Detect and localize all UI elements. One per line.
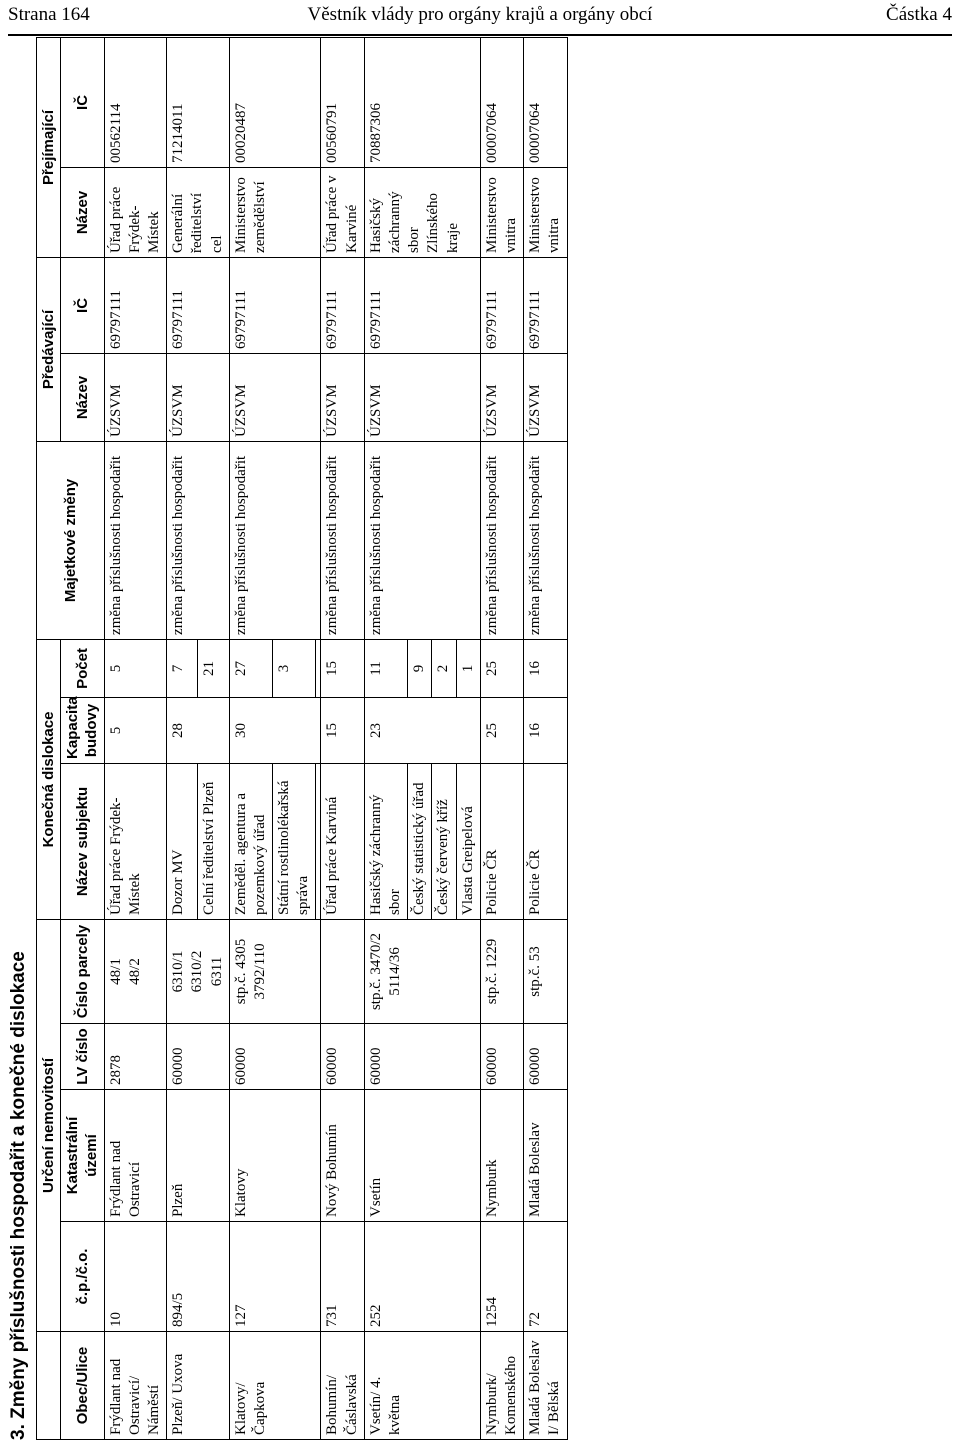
- group-predavajici-header: Předávající: [37, 257, 61, 441]
- table-row: [364, 37, 407, 1439]
- issue-number: Částka 4: [886, 4, 952, 25]
- cell-pocet: 21: [198, 639, 229, 697]
- group-konecna-header: Konečná dislokace: [37, 639, 61, 919]
- cell-pred-nazev: ÚZSVM: [480, 353, 523, 441]
- table-body: [104, 37, 567, 1439]
- cell-prej-ic: 00007064: [524, 37, 567, 167]
- cell-lv: 60000: [229, 1024, 321, 1090]
- col-subjekt-header: Název subjektu: [61, 763, 104, 919]
- page-number: Strana 164: [8, 4, 90, 25]
- cell-kapacita: 28: [167, 697, 230, 763]
- cell-obec: Vsetín/ 4. května: [364, 1332, 480, 1440]
- cell-prej-ic: 00562114: [104, 37, 167, 167]
- col-parcela-header: Číslo parcely: [61, 919, 104, 1023]
- cell-subjekt: Hasičský záchranný sbor: [364, 763, 407, 919]
- cell-pred-ic: 69797111: [229, 257, 321, 353]
- cell-subjekt: Vlasta Greipelová: [456, 763, 480, 919]
- cell-subjekt: Státní rostlinolékařská správa: [273, 763, 316, 919]
- cell-zmena: změna příslušnosti hospodařit: [524, 441, 567, 639]
- cell-zmena: změna příslušnosti hospodařit: [167, 441, 230, 639]
- cell-prej-ic: 00560791: [321, 37, 364, 167]
- cell-subjekt: Policie ČR: [480, 763, 523, 919]
- col-obec-header: Obec/Ulice: [61, 1332, 104, 1440]
- cell-pocet: 9: [408, 639, 432, 697]
- cell-pred-ic: 69797111: [167, 257, 230, 353]
- cell-zmena: změna příslušnosti hospodařit: [321, 441, 364, 639]
- cell-parcela: stp.č. 1229: [480, 919, 523, 1023]
- table-row: [167, 37, 198, 1439]
- cell-pocet: 11: [364, 639, 407, 697]
- rotated-content: [6, 38, 634, 1440]
- cell-pred-nazev: ÚZSVM: [229, 353, 321, 441]
- cell-lv: 60000: [480, 1024, 523, 1090]
- table-row: [480, 37, 523, 1439]
- cell-kapacita: 5: [104, 697, 167, 763]
- cell-cp: 127: [229, 1222, 321, 1332]
- cell-pocet: 5: [104, 639, 167, 697]
- cell-katastralni: Nový Bohumín: [321, 1090, 364, 1222]
- cell-cp: 894/5: [167, 1222, 230, 1332]
- cell-zmena: změna příslušnosti hospodařit: [364, 441, 480, 639]
- cell-kapacita: 16: [524, 697, 567, 763]
- cell-katastralni: Vsetín: [364, 1090, 480, 1222]
- cell-subjekt: Celní ředitelství Plzeň: [198, 763, 229, 919]
- cell-kapacita: 23: [364, 697, 480, 763]
- cell-subjekt: Český červený kříž: [432, 763, 456, 919]
- cell-pocet: 15: [321, 639, 364, 697]
- cell-prej-ic: 00007064: [480, 37, 523, 167]
- cell-subjekt: Policie ČR: [524, 763, 567, 919]
- group-urceni-header: Určení nemovitostí: [37, 919, 61, 1331]
- cell-subjekt: Dozor MV: [167, 763, 198, 919]
- journal-title: Věstník vlády pro orgány krajů a orgány obcí: [307, 4, 653, 25]
- cell-pocet: 16: [524, 639, 567, 697]
- cell-zmena: změna příslušnosti hospodařit: [480, 441, 523, 639]
- col-pred-ic-header: IČ: [61, 257, 104, 353]
- table-row: [229, 37, 272, 1439]
- cell-pred-nazev: ÚZSVM: [167, 353, 230, 441]
- cell-obec: Frýdlant nad Ostravicí/ Náměstí: [104, 1332, 167, 1440]
- cell-pred-ic: 69797111: [524, 257, 567, 353]
- cell-pred-nazev: ÚZSVM: [104, 353, 167, 441]
- cell-obec: Bohumín/ Čáslavská: [321, 1332, 364, 1440]
- cell-prej-nazev: Úřad práce Frýdek-Místek: [104, 167, 167, 257]
- col-kapacita-header: Kapacita budovy: [61, 697, 104, 763]
- cell-pred-ic: 69797111: [321, 257, 364, 353]
- cell-prej-ic: 70887306: [364, 37, 480, 167]
- cell-pred-ic: 69797111: [364, 257, 480, 353]
- cell-prej-nazev: Ministerstvo zemědělství: [229, 167, 321, 257]
- col-lv-header: LV číslo: [61, 1024, 104, 1090]
- group-prejimajici-header: Přejímající: [37, 37, 61, 257]
- cell-katastralni: Plzeň: [167, 1090, 230, 1222]
- group-majetkove-header: Majetkové změny: [37, 441, 105, 639]
- cell-kapacita: 30: [229, 697, 321, 763]
- cell-pred-nazev: ÚZSVM: [321, 353, 364, 441]
- col-pocet-header: Počet: [61, 639, 104, 697]
- cell-pocet: 27: [229, 639, 272, 697]
- cell-parcela: stp.č. 53: [524, 919, 567, 1023]
- property-table: [36, 37, 568, 1440]
- cell-lv: 60000: [364, 1024, 480, 1090]
- cell-obec: Plzeň/ Uxova: [167, 1332, 230, 1440]
- cell-subjekt: Zeměděl. agentura a pozemkový úřad: [229, 763, 272, 919]
- cell-cp: 10: [104, 1222, 167, 1332]
- cell-subjekt: Úřad práce Karviná: [321, 763, 364, 919]
- cell-pred-nazev: ÚZSVM: [524, 353, 567, 441]
- cell-kapacita: 25: [480, 697, 523, 763]
- cell-pred-ic: 69797111: [104, 257, 167, 353]
- cell-cp: 72: [524, 1222, 567, 1332]
- cell-pocet: 7: [167, 639, 198, 697]
- cell-pred-ic: 69797111: [480, 257, 523, 353]
- cell-subjekt: Český statistický úřad: [408, 763, 432, 919]
- cell-prej-nazev: Generální ředitelství cel: [167, 167, 230, 257]
- cell-prej-ic: 71214011: [167, 37, 230, 167]
- cell-lv: 60000: [524, 1024, 567, 1090]
- cell-parcela: 48/1 48/2: [104, 919, 167, 1023]
- col-cp-header: č.p./č.o.: [61, 1222, 104, 1332]
- cell-lv: 60000: [321, 1024, 364, 1090]
- cell-lv: 60000: [167, 1024, 230, 1090]
- cell-prej-nazev: Ministerstvo vnitra: [524, 167, 567, 257]
- table-row: [524, 37, 567, 1439]
- cell-zmena: změna příslušnosti hospodařit: [229, 441, 321, 639]
- col-pred-nazev-header: Název: [61, 353, 104, 441]
- cell-prej-ic: 00020487: [229, 37, 321, 167]
- cell-obec: Nymburk/ Komenského: [480, 1332, 523, 1440]
- table-row: [321, 37, 364, 1439]
- cell-obec: Mladá Boleslav I/ Bělská: [524, 1332, 567, 1440]
- cell-katastralni: Klatovy: [229, 1090, 321, 1222]
- cell-prej-nazev: Ministerstvo vnitra: [480, 167, 523, 257]
- cell-prej-nazev: Hasičský záchranný sbor Zlínského kraje: [364, 167, 480, 257]
- cell-katastralni: Frýdlant nad Ostravicí: [104, 1090, 167, 1222]
- cell-cp: 731: [321, 1222, 364, 1332]
- cell-pocet: 1: [456, 639, 480, 697]
- cell-katastralni: Nymburk: [480, 1090, 523, 1222]
- cell-pred-nazev: ÚZSVM: [364, 353, 480, 441]
- cell-cp: 1254: [480, 1222, 523, 1332]
- cell-parcela: 6310/1 6310/2 6311: [167, 919, 230, 1023]
- cell-cp: 252: [364, 1222, 480, 1332]
- section-title: 3. Změny příslušnosti hospodařit a konečné dislokace: [8, 951, 29, 1440]
- cell-katastralni: Mladá Boleslav: [524, 1090, 567, 1222]
- cell-obec: Klatovy/ Čapkova: [229, 1332, 321, 1440]
- running-header: [8, 0, 952, 36]
- table-row: [104, 37, 167, 1439]
- cell-parcela: stp.č. 3470/2 5114/36: [364, 919, 480, 1023]
- cell-kapacita: 15: [321, 697, 364, 763]
- cell-prej-nazev: Úřad práce v Karviné: [321, 167, 364, 257]
- cell-pocet: 3: [273, 639, 316, 697]
- cell-parcela: [321, 919, 364, 1023]
- cell-lv: 2878: [104, 1024, 167, 1090]
- col-prej-nazev-header: Název: [61, 167, 104, 257]
- col-katastralni-header: Katastrální území: [61, 1090, 104, 1222]
- cell-parcela: stp.č. 4305 3792/110: [229, 919, 321, 1023]
- col-prej-ic-header: IČ: [61, 37, 104, 167]
- cell-zmena: změna příslušnosti hospodařit: [104, 441, 167, 639]
- cell-pocet: 2: [432, 639, 456, 697]
- cell-pocet: 25: [480, 639, 523, 697]
- cell-subjekt: Úřad práce Frýdek-Místek: [104, 763, 167, 919]
